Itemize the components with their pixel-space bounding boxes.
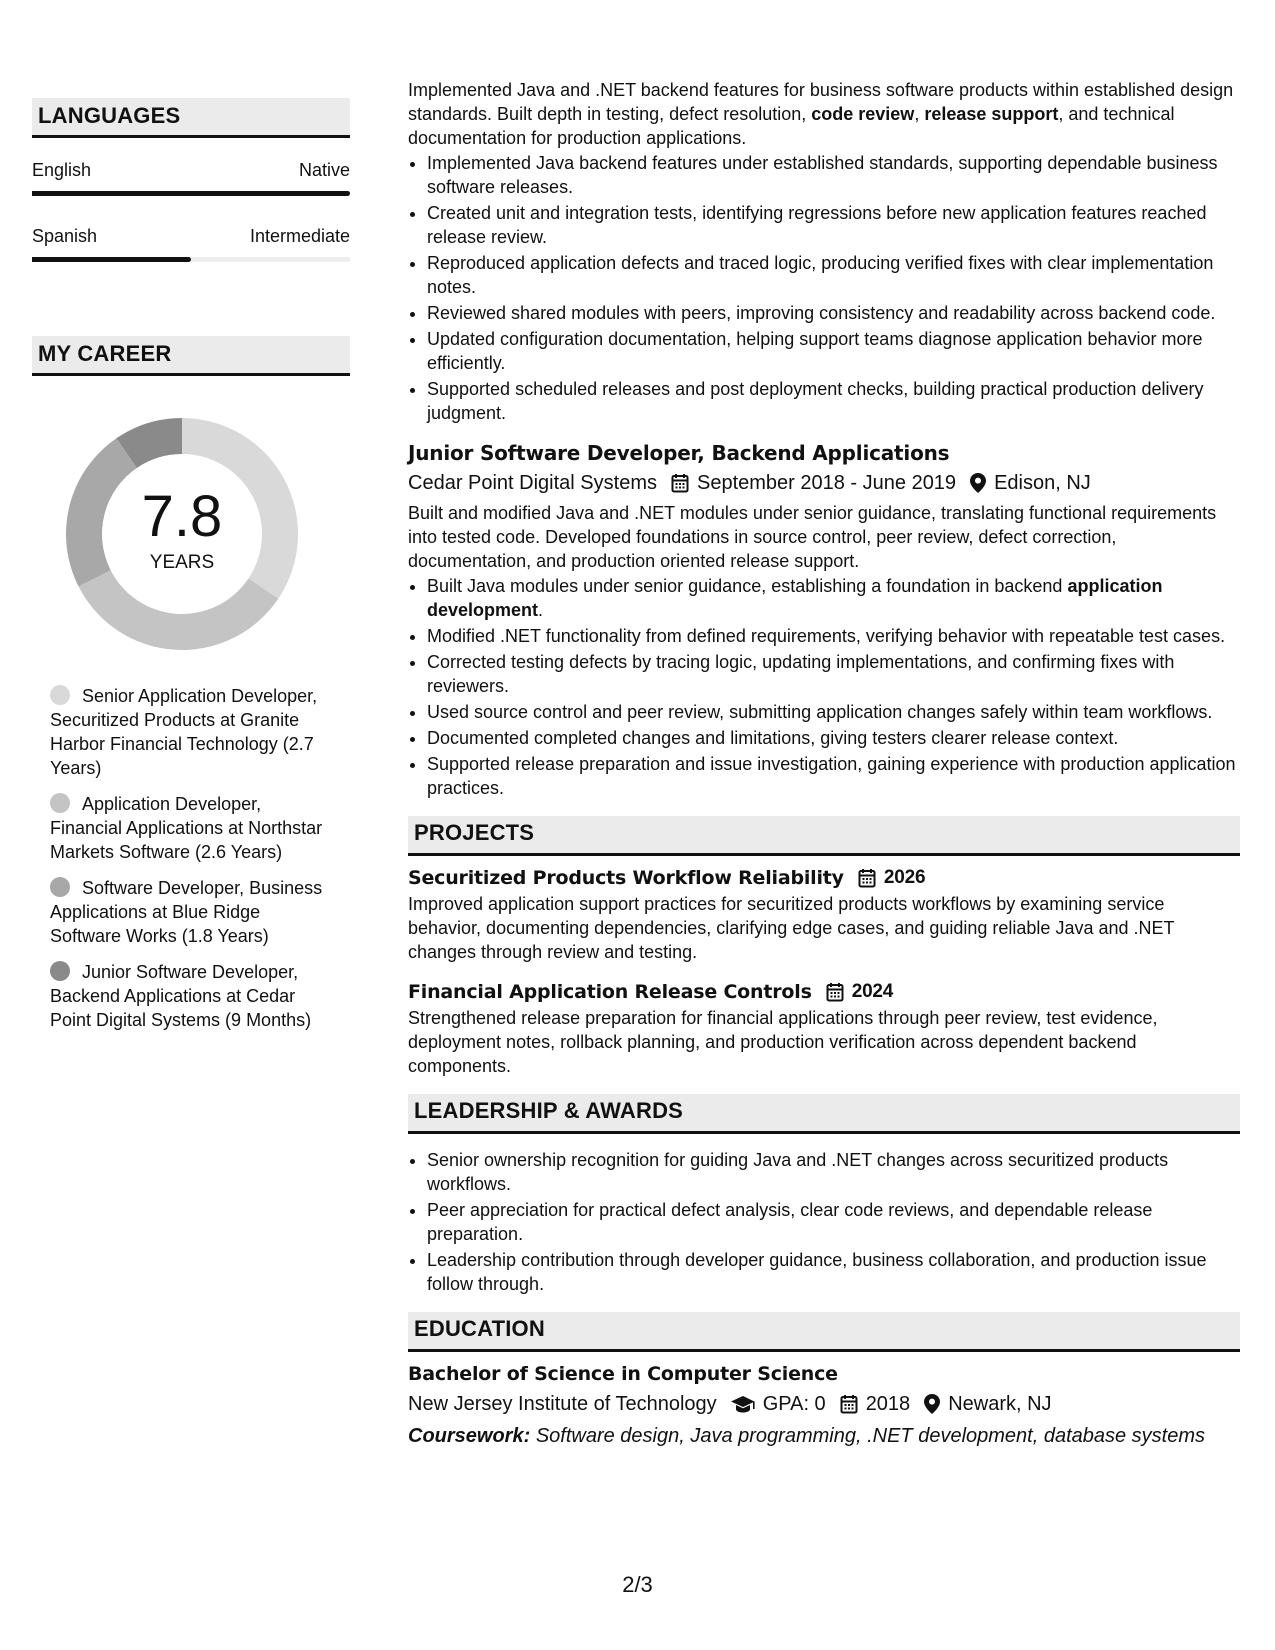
left-column xyxy=(32,98,350,1044)
location-pin-icon xyxy=(970,473,986,493)
right-column xyxy=(408,78,1240,1450)
bullet-item: • Supported scheduled releases and post deployment checks, building practical production delivery judgment. xyxy=(427,377,1240,425)
experience-bullets xyxy=(427,151,1240,425)
legend-dot xyxy=(50,685,70,705)
bullet-item: • Peer appreciation for practical defect analysis, clear code reviews, and dependable release preparation. xyxy=(427,1198,1240,1246)
legend-label: Senior Application Developer, Securitized Products at Granite Harbor Financial Technology (2.7 Years) xyxy=(50,686,318,778)
legend-item xyxy=(50,684,332,780)
bullet-item: • Used source control and peer review, submitting application changes safely within team workflows. xyxy=(427,700,1240,724)
projects-heading: PROJECTS xyxy=(408,816,1240,856)
career-total-value: 7.8 xyxy=(141,484,223,549)
career-donut-chart xyxy=(66,418,298,650)
bullet-text: . xyxy=(538,600,544,620)
legend-item xyxy=(50,876,332,948)
project-description: Improved application support practices for securitized products workflows by examining service behavior, documenting dependencies, clarifying edge cases, and guiding reliable Java and .NET changes through review and testing. xyxy=(408,894,1175,962)
summary-text: , xyxy=(914,104,925,124)
language-name: English xyxy=(32,160,92,180)
graduation-cap-icon xyxy=(731,1395,755,1413)
bullet-item: • Senior ownership recognition for guiding Java and .NET changes across securitized products workflows. xyxy=(427,1148,1240,1196)
career-heading: MY CAREER xyxy=(32,336,350,376)
bullet-item: • Corrected testing defects by tracing logic, updating implementations, and confirming fixes with reviewers. xyxy=(427,650,1240,698)
legend-label: Software Developer, Business Applications at Blue Ridge Software Works (1.8 Years) xyxy=(50,878,323,946)
job-meta xyxy=(408,469,1240,497)
bullet-item: • Reviewed shared modules with peers, improving consistency and readability across backend code. xyxy=(427,301,1240,325)
project-year: 2026 xyxy=(883,867,926,888)
location-pin-icon xyxy=(924,1394,940,1414)
project-title-row xyxy=(408,864,1240,892)
awards-heading: LEADERSHIP & AWARDS xyxy=(408,1094,1240,1134)
calendar-icon xyxy=(671,473,689,493)
summary-bold: code review xyxy=(811,104,915,124)
gpa: GPA: 0 xyxy=(762,1393,826,1415)
page-number: 2/3 xyxy=(622,1572,653,1597)
language-bar-fill xyxy=(32,191,350,196)
job-location: Edison, NJ xyxy=(994,472,1091,494)
legend-dot xyxy=(50,961,70,981)
languages-heading: LANGUAGES xyxy=(32,98,350,138)
school-name: New Jersey Institute of Technology xyxy=(408,1393,717,1415)
donut-center xyxy=(66,418,298,650)
legend-item xyxy=(50,792,332,864)
language-english xyxy=(32,160,350,196)
language-spanish xyxy=(32,226,350,262)
legend-item xyxy=(50,960,332,1032)
calendar-icon xyxy=(858,868,876,888)
legend-dot xyxy=(50,793,70,813)
job-summary: Built and modified Java and .NET modules under senior guidance, translating functional requirements into tested code. Developed foundations in source control, peer review, defect correction, documentation, and production oriented release support. xyxy=(408,503,1217,571)
calendar-icon xyxy=(826,982,844,1002)
bullet-item: • Modified .NET functionality from defined requirements, verifying behavior with repeatable test cases. xyxy=(427,624,1240,648)
project-title-row xyxy=(408,978,1240,1006)
job-company: Cedar Point Digital Systems xyxy=(408,472,657,494)
education-meta xyxy=(408,1390,1240,1418)
awards-bullets xyxy=(427,1148,1240,1296)
school-location: Newark, NJ xyxy=(948,1393,1052,1415)
language-name: Spanish xyxy=(32,226,98,246)
project-description: Strengthened release preparation for financial applications through peer review, test evidence, deployment notes, rollback planning, and production verification across dependent backend components. xyxy=(408,1008,1158,1076)
job-title: Junior Software Developer, Backend Applications xyxy=(408,441,950,465)
job-bullets xyxy=(427,574,1240,800)
language-bar-track xyxy=(32,257,350,262)
project-title: Securitized Products Workflow Reliability xyxy=(408,867,844,889)
bullet-item: • Implemented Java backend features under established standards, supporting dependable business software releases. xyxy=(427,151,1240,199)
bullet-item: • Reproduced application defects and traced logic, producing verified fixes with clear implementation notes. xyxy=(427,251,1240,299)
legend-label: Junior Software Developer, Backend Applications at Cedar Point Digital Systems (9 Months) xyxy=(50,962,312,1030)
experience-summary xyxy=(408,78,1240,150)
language-level: Intermediate xyxy=(249,226,350,246)
job-dates: September 2018 - June 2019 xyxy=(696,472,957,494)
coursework-label: Coursework: xyxy=(408,1425,531,1447)
bullet-item: • Documented completed changes and limitations, giving testers clearer release context. xyxy=(427,726,1240,750)
calendar-icon xyxy=(840,1394,858,1414)
language-bar-fill xyxy=(32,257,191,262)
summary-bold: release support xyxy=(924,104,1059,124)
bullet-item: • Created unit and integration tests, identifying regressions before new application features reached release review. xyxy=(427,201,1240,249)
education-heading: EDUCATION xyxy=(408,1312,1240,1352)
bullet-item xyxy=(427,574,1240,622)
project-title: Financial Application Release Controls xyxy=(408,981,812,1003)
coursework-list: Software design, Java programming, .NET development, database systems xyxy=(535,1425,1206,1447)
bullet-text: Built Java modules under senior guidance, establishing a foundation in backend xyxy=(427,576,1068,596)
language-level: Native xyxy=(298,160,350,180)
legend-label: Application Developer, Financial Applications at Northstar Markets Software (2.6 Years) xyxy=(50,794,323,862)
bullet-item: • Updated configuration documentation, helping support teams diagnose application behavior more efficiently. xyxy=(427,327,1240,375)
project-year: 2024 xyxy=(851,981,894,1002)
language-bar-track xyxy=(32,191,350,196)
graduation-year: 2018 xyxy=(865,1393,911,1415)
bullet-item: • Leadership contribution through developer guidance, business collaboration, and production issue follow through. xyxy=(427,1248,1240,1296)
career-legend xyxy=(50,684,332,1032)
legend-dot xyxy=(50,877,70,897)
career-total-unit: YEARS xyxy=(149,552,215,573)
summary-text: Implemented Java and .NET backend features for business software products within established design standards. Built depth in testing, defect resolution, xyxy=(408,80,1234,124)
coursework xyxy=(408,1422,1240,1450)
degree-title: Bachelor of Science in Computer Science xyxy=(408,1363,838,1385)
bullet-item: • Supported release preparation and issue investigation, gaining experience with production application practices. xyxy=(427,752,1240,800)
summary-text: , and technical documentation for production applications. xyxy=(408,104,1175,148)
bullet-bold: application development xyxy=(427,576,1163,620)
